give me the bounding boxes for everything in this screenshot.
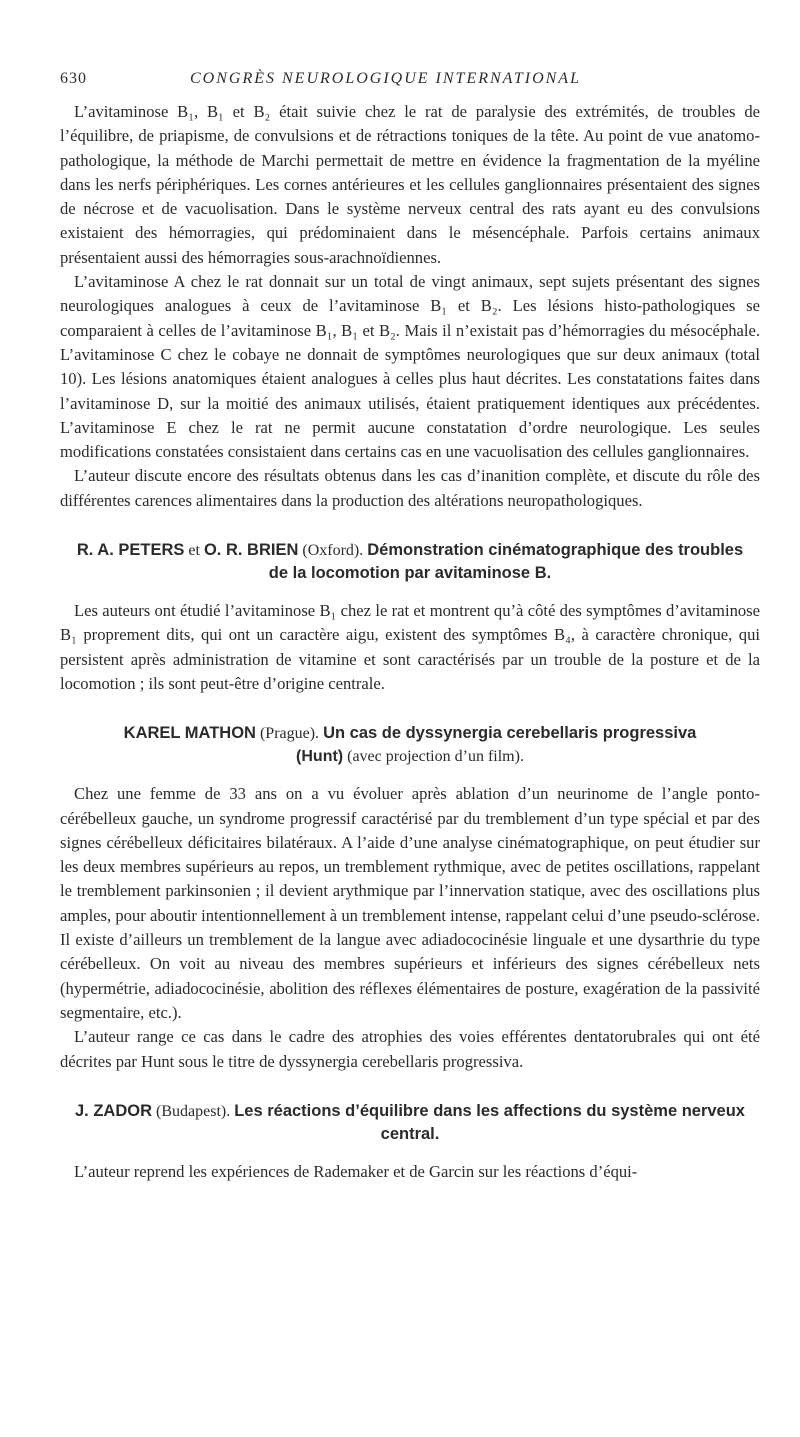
zador-heading: [60, 1100, 760, 1146]
intro-paragraph-1: L’avitaminose B₁, B₁ et B₂ était suivie chez le rat de paralysie des extrémités, de troubles de l’équilibre, de priapisme, de convulsions et de rétractions toniques de la tête. Au point de vue anatomo-pathologique, la méthode de Marchi permettait de mettre en évidence la fragmentation de la myéline dans les nerfs périphériques. Les cornes antérieures et les cellules ganglionnaires présentaient des signes de nécrose et de vacuolisation. Dans le système nerveux central des rats ayant eu des convulsions existaient des hémorragies, qui prédominaient dans le mésencéphale. Parfois certains animaux présentaient aussi des hémorragies sous-arachnoïdiennes.: [60, 102, 760, 267]
mathon-note: (avec projection d’un film).: [347, 748, 524, 766]
peters-section: [60, 539, 760, 696]
zador-title: Les réactions d’équilibre dans les affections du système nerveux central.: [234, 1101, 745, 1143]
mathon-author: KAREL MATHON: [123, 724, 256, 743]
mathon-title: Un cas de dyssynergia cerebellaris progressiva: [323, 724, 697, 743]
mathon-eponym: (Hunt): [296, 748, 344, 766]
page-number: 630: [60, 70, 87, 87]
peters-heading: [60, 539, 760, 585]
intro-paragraph-3: L’auteur discute encore des résultats obtenus dans les cas d’inanition complète, et discute du rôle des différentes carences alimentaires dans la production des altérations neuropathologiques.: [60, 466, 760, 510]
page: [60, 70, 760, 1184]
zador-place: (Budapest).: [156, 1102, 231, 1120]
zador-section: [60, 1100, 760, 1184]
peters-author-2: O. R. BRIEN: [203, 541, 299, 560]
mathon-paragraph-2: L’auteur range ce cas dans le cadre des atrophies des voies efférentes dentatorubrales qui ont été décrites par Hunt sous le titre de dyssynergia cerebellaris progressiva.: [60, 1027, 760, 1071]
zador-author: J. ZADOR: [75, 1101, 153, 1120]
peters-connector: et: [188, 542, 200, 560]
peters-place: (Oxford).: [302, 542, 364, 560]
journal-title: CONGRÈS NEUROLOGIQUE INTERNATIONAL: [190, 70, 581, 87]
mathon-heading: [60, 722, 760, 768]
mathon-section: [60, 722, 760, 1074]
running-head: [60, 70, 760, 100]
mathon-paragraph-1: Chez une femme de 33 ans on a vu évoluer après ablation d’un neurinome de l’angle ponto-cérébelleux gauche, un syndrome progressif caractérisé par du tremblement d’un type spécial et par des signes cérébelleux déficitaires bilatéraux. A l’aide d’une analyse cinématographique, on peut étudier sur les deux membres supérieurs au repos, un tremblement rythmique, avec de petites oscillations, rappelant le tremblement parkinsonien ; il devient arythmique par l’innervation statique, avec des oscillations plus amples, pour aboutir intentionnellement à un tremblement intense, rappelant celui d’une pseudo-sclérose. Il existe d’ailleurs un tremblement de la langue avec adiadococinésie linguale et une dysarthrie du type cérébelleux. On voit au niveau des membres supérieurs et inférieurs des signes cérébelleux nets (hypermétrie, adiadococinésie, abolition des réflexes élémentaires de posture, exagération de la passivité segmentaire, etc.).: [60, 784, 760, 1022]
peters-author-1: R. A. PETERS: [76, 541, 185, 560]
peters-paragraph: Les auteurs ont étudié l’avitaminose B₁ chez le rat et montrent qu’à côté des symptômes d’avitaminose B₁ proprement dits, qui ont un caractère aigu, existent des symptômes B₄, à caractère chronique, qui persistent après administration de vitamine et sont caractérisés par un trouble de la posture et de la locomotion ; ils sont peut-être d’origine centrale.: [60, 601, 760, 693]
intro-section: [60, 100, 760, 513]
peters-title: Démonstration cinématographique des troubles de la locomotion par avitaminose B.: [268, 541, 744, 583]
mathon-place: (Prague).: [259, 725, 320, 743]
intro-paragraph-2: L’avitaminose A chez le rat donnait sur un total de vingt animaux, sept sujets présentant des signes neurologiques analogues à ceux de l’avitaminose B₁ et B₂. Les lésions histo-pathologiques se comparaient à celles de l’avitaminose B₁, B₁ et B₂. Mais il n’existait pas d’hémorragies du mésocéphale. L’avitaminose C chez le cobaye ne donnait de symptômes neurologiques que sur deux animaux (total 10). Les lésions anatomiques étaient analogues à celles plus haut décrites. Les constatations faites dans l’avitaminose D, sur la moitié des animaux utilisés, étaient pratiquement identiques aux précédentes. L’avitaminose E chez le rat ne permit aucune constatation d’ordre neurologique. Les seules modifications constatées consistaient dans certains cas en une vacuolisation des cellules ganglionnaires.: [60, 272, 760, 462]
zador-paragraph: L’auteur reprend les expériences de Rademaker et de Garcin sur les réactions d’équi-: [74, 1161, 638, 1181]
